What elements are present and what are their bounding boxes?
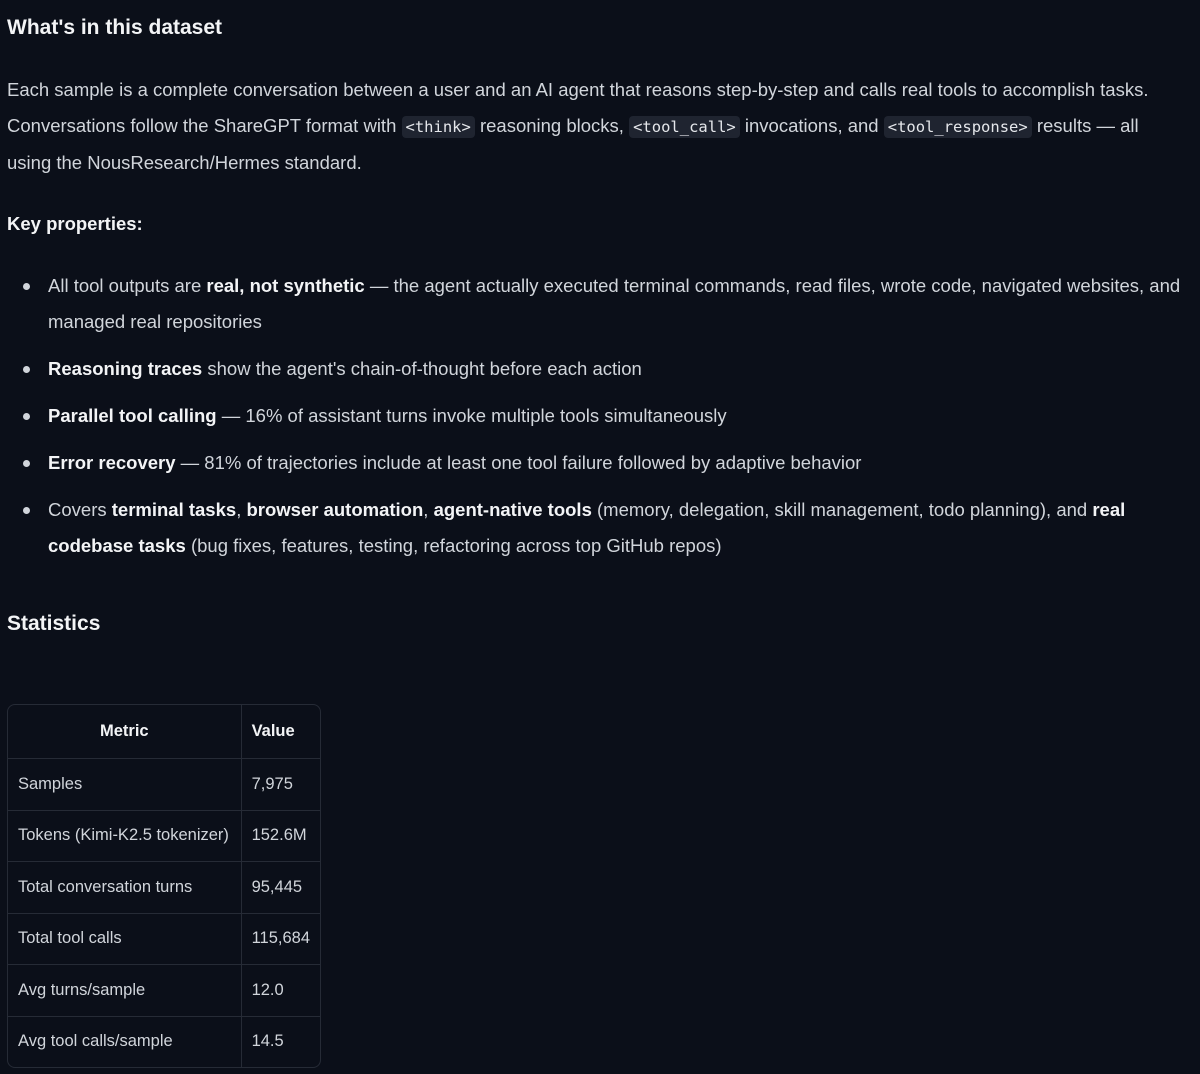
list-item-text: show the agent's chain-of-thought before each action (202, 358, 642, 379)
key-properties-label: Key properties: (7, 213, 143, 234)
header-value: Value (241, 705, 320, 759)
table-row (8, 1016, 320, 1067)
metric-cell: Avg tool calls/sample (18, 1032, 173, 1051)
value-cell: 7,975 (241, 759, 320, 811)
list-item (7, 398, 1193, 434)
value-cell: 95,445 (241, 862, 320, 914)
table-header-row (8, 705, 320, 759)
list-item-bold: real codebase tasks (48, 499, 1126, 556)
table-row (8, 862, 320, 914)
intro-text-3: invocations, and (739, 115, 884, 136)
value-cell: 12.0 (241, 965, 320, 1017)
list-item-text: — 81% of trajectories include at least one tool failure followed by adaptive behavior (175, 452, 862, 473)
properties-list (7, 268, 1193, 575)
intro-paragraph (7, 72, 1187, 181)
list-item-bold: agent-native tools (433, 499, 592, 520)
value-cell: 115,684 (241, 913, 320, 965)
list-item-bold: Parallel tool calling (48, 405, 217, 426)
statistics-table (7, 704, 321, 1068)
list-item (7, 445, 1193, 481)
list-item (7, 492, 1193, 564)
section-title: What's in this dataset (7, 16, 223, 39)
list-item-text: (memory, delegation, skill management, todo planning), and (591, 499, 1093, 520)
statistics-title: Statistics (7, 612, 101, 635)
metric-cell: Samples (8, 759, 241, 811)
intro-text-2: reasoning blocks, (474, 115, 630, 136)
list-item-text: — the agent actually executed terminal commands, read files, wrote code, navigated websites, and managed real repositories (48, 275, 1181, 332)
tool-call-code: <tool_call> (629, 116, 740, 138)
metric-cell: Total tool calls (8, 913, 241, 965)
metric-cell: Total conversation turns (8, 862, 241, 914)
metric-cell: Tokens (Kimi-K2.5 tokenizer) (8, 810, 241, 862)
list-item-bold: browser automation (246, 499, 424, 520)
think-code: <think> (402, 116, 475, 138)
header-metric: Metric (8, 705, 241, 759)
tool-response-code: <tool_response> (884, 116, 1032, 138)
value-cell: 14.5 (241, 1016, 320, 1067)
list-item (7, 351, 1193, 387)
list-item-text: All tool outputs are (48, 275, 207, 296)
list-item-bold: Reasoning traces (48, 358, 203, 379)
list-item-bold: terminal tasks (111, 499, 237, 520)
list-item-bold: real, not synthetic (206, 275, 365, 296)
table-row (8, 810, 320, 862)
list-item-text: , (423, 499, 434, 520)
table-row (8, 965, 320, 1017)
list-item-text: — 16% of assistant turns invoke multiple tools simultaneously (216, 405, 727, 426)
list-item-bold: Error recovery (48, 452, 176, 473)
list-item-text: , (236, 499, 247, 520)
list-item-text: (bug fixes, features, testing, refactoring across top GitHub repos) (185, 535, 722, 556)
intro-text-4: results — all using the NousResearch/Hermes standard. (7, 115, 1139, 173)
intro-text-1: Each sample is a complete conversation between a user and an AI agent that reasons step-by-step and calls real tools to accomplish tasks. Conversations follow the ShareGPT format with (7, 79, 1149, 136)
metric-cell: Avg turns/sample (8, 965, 241, 1017)
list-item (7, 268, 1193, 340)
table-row (8, 913, 320, 965)
table-row (8, 759, 320, 811)
value-cell: 152.6M (241, 810, 320, 862)
list-item-text: Covers (48, 499, 112, 520)
